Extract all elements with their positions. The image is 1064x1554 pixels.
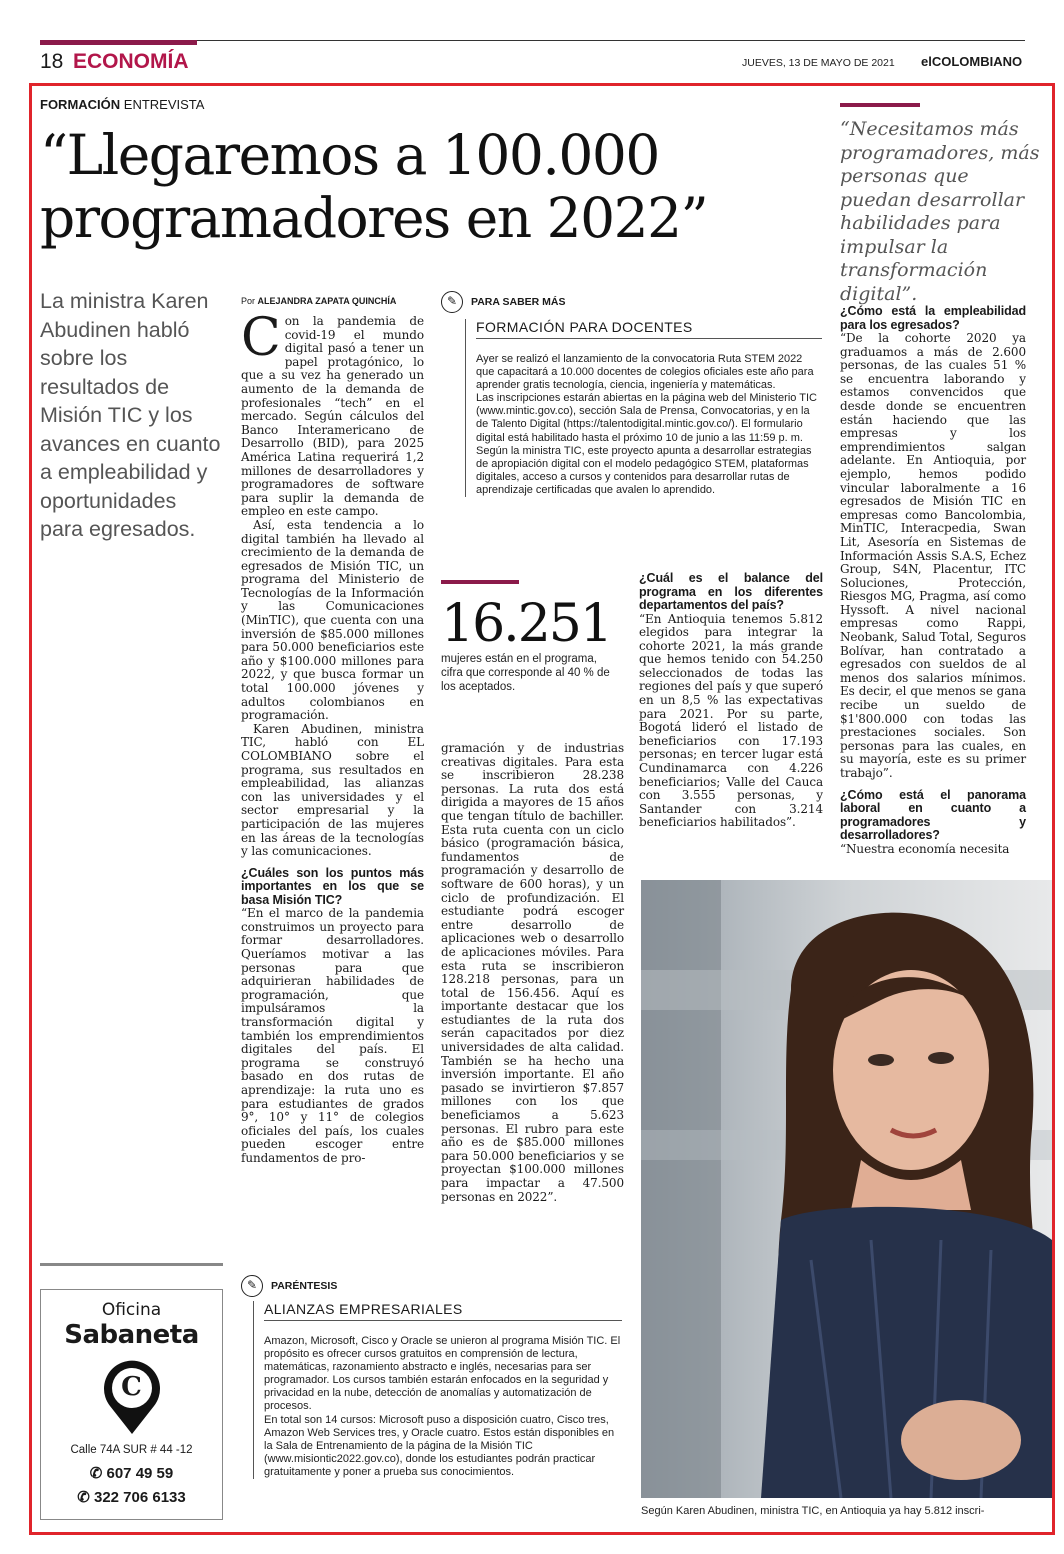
logo-name: COLOMBIANO — [931, 54, 1023, 69]
deck: La ministra Karen Abudinen habló sobre los resultados de Misión TIC y los avances en cuanto a empleabilidad y oportunidades para egresados. — [40, 289, 221, 541]
box-alianzas-text-2: En total son 14 cursos: Microsoft puso a disposición cuatro, Cisco tres, Amazon Web Services tres, y Oracle cuatro. Estos están disponibles en la Sala de Entrenamiento de la página de la Misión TIC (www.misiontic2022.gov.co), donde los estudiantes podrán practicar gratuitamente y poner a prueba sus conocimientos. — [264, 1413, 615, 1478]
answer-4: “Nuestra economía necesita — [840, 841, 1010, 856]
ad-phone-row — [41, 1464, 222, 1482]
portrait-illustration — [641, 880, 1052, 1498]
whatsapp-icon: ✆ — [77, 1489, 90, 1506]
drop-cap: C — [241, 308, 281, 368]
stat-rule — [441, 580, 519, 584]
stat-text: mujeres están en el programa, cifra que corresponde al 40 % de los aceptados. — [441, 653, 610, 693]
ministra-photo — [641, 880, 1052, 1498]
advertisement — [40, 1289, 223, 1520]
phone-icon: ✆ — [89, 1465, 103, 1482]
pin-icon: ✎ — [441, 291, 463, 313]
box-alianzas — [241, 1275, 626, 1479]
headline-line-2: programadores en 2022” — [40, 186, 708, 250]
kicker-rest: ENTREVISTA — [123, 97, 205, 112]
byline-name: ALEJANDRA ZAPATA QUINCHÍA — [257, 296, 397, 306]
section-bar — [40, 40, 197, 45]
ad-whatsapp-row — [41, 1488, 222, 1506]
ad-location-pin-icon — [100, 1358, 164, 1436]
box-alianzas-text-1: Amazon, Microsoft, Cisco y Oracle se unieron al programa Misión TIC. El propósito es ofrecer cursos gratuitos en comprensión de lectura, matemáticas, razonamiento abstracto e inglés, necesarias para ser programador. Los cursos también estarán enfocados en la seguridad y privacidad en la nube, detección de anomalías y automatización de procesos. — [264, 1335, 621, 1413]
date: JUEVES, 13 DE MAYO DE 2021 — [742, 57, 895, 69]
box-docentes-text-2: Las inscripciones estarán abiertas en la página web del Ministerio TIC (www.mintic.gov.co), sección Sala de Prensa, Convocatorias, y en la de Talento Digital (https://talentodigital.mintic.gov.co/). El formulario digital está habilitado hasta el próximo 10 de junio a las 11:59 p. m. Según la ministra TIC, este proyecto apunta a desarrollar estrategias de apropiación digital con el modelo pedagógico STEM, plataformas digitales, acceso a cursos y contenidos para desarrollar rutas de aprendizaje certificadas que avalen lo aprendido. — [476, 392, 817, 496]
headline — [40, 124, 800, 250]
ad-phone: 607 49 59 — [106, 1465, 174, 1482]
box-docentes-title: FORMACIÓN PARA DOCENTES — [476, 319, 822, 339]
ad-whatsapp: 322 706 6133 — [93, 1489, 186, 1506]
answer-3: “De la cohorte 2020 ya graduamos a más de 2.600 personas, de las cuales 51 % se encuentra laborando y estamos convencidos que desde donde se encuentren están haciendo que las empresas y los emprendimientos salgan adelante. En Antioquia, por ejemplo, hemos podido vincular laboralmente a 16 egresados de Misión TIC en empresas como Bancolombia, MinTIC, Interacpedia, Swan Lit, Asesoría en Sistemas de Información Assis S.A.S, Echez Group, S4N, Placentur, ITC Soluciones, Protección, Riesgos MG, Pragma, así como Hyssoft. A nivel nacional empresas como Rappi, Neobank, Salud Total, Seguros Bolívar, han contratado a egresados con sueldos de al menos dos salarios mínimos. Es decir, el que menos se gana recibe un sueldo de $1'800.000 con todas las prestaciones sociales. Son personas para las cuales, en su mayoría, este es su primer trabajo”. — [840, 331, 1026, 780]
photo-caption: Según Karen Abudinen, ministra TIC, en Antioquia ya hay 5.812 inscri- — [641, 1505, 985, 1517]
article-column-4 — [840, 305, 1026, 856]
question-2: ¿Cuál es el balance del programa en los diferentes departamentos del país? — [639, 571, 823, 612]
box-docentes-text-1: Ayer se realizó el lanzamiento de la convocatoria Ruta STEM 2022 que capacitará a 10.000 docentes de colegios oficiales este año para aprender gratis tecnología, ciencia, ingeniería y matemáticas. — [476, 353, 814, 392]
newspaper-logo — [921, 54, 1022, 69]
kicker — [40, 97, 204, 112]
pin-icon: ✎ — [241, 1275, 263, 1297]
stat-number: 16.251 — [441, 594, 611, 654]
headline-line-1: “Llegaremos a 100.000 — [40, 123, 659, 187]
byline-prefix: Por — [241, 296, 256, 306]
paragraph-3: Karen Abudinen, ministra TIC, habló con EL COLOMBIANO sobre el programa, sus resultados en empleabilidad, las alianzas con las universidades y el sector empresarial y la participación de las mujeres en las áreas de la tecnologías y las comunicaciones. — [241, 721, 424, 859]
article-column-3 — [639, 572, 823, 830]
box-alianzas-label: PARÉNTESIS — [271, 1280, 338, 1292]
section-name: ECONOMÍA — [73, 50, 189, 73]
ad-rule — [40, 1263, 223, 1266]
byline — [241, 296, 396, 306]
question-4: ¿Cómo está el panorama laboral en cuanto a programadores y desarrolladores? — [840, 787, 1026, 843]
ad-logo-letter: C — [121, 1372, 142, 1402]
article-column-1 — [241, 308, 424, 1166]
ad-address: Calle 74A SUR # 44 -12 — [70, 1444, 193, 1456]
box-docentes-label: PARA SABER MÁS — [471, 296, 566, 308]
box-docentes — [441, 291, 821, 497]
answer-1: “En el marco de la pandemia construimos un proyecto para formar desarrolladores. Queríamos motivar a las personas para que adquirieran habilidades de programación, que impulsáramos la transformación digital y también los emprendimientos digitales del país. El programa se construyó basado en dos rutas de aprendizaje: la ruta uno es para estudiantes de grados 9°, 10° y 11° de colegios oficiales del país, los cuales pueden escoger entre fundamentos de pro- — [241, 906, 424, 1165]
answer-1-continued: gramación y de industrias creativas digitales. Para esta se inscribieron 28.238 personas. La ruta dos está dirigida a mayores de 15 años que tengan título de bachiller. Esta ruta cuenta con un ciclo básico (programación básica, fundamentos de programación y desarrollo de software de 600 horas), y un ciclo de profundización. El estudiante podrá escoger entre desarrollo de aplicaciones web o desarrollo de aplicaciones móviles. Para esta ruta se inscribieron 128.218 personas, para un total de 156.456. Aquí es importante destacar que los estudiantes de la ruta dos serán capacitados por diez universidades de alta calidad. También se ha hecho una inversión importante. El año pasado se invirtieron $7.857 millones con los que beneficiamos a 5.623 personas. El rubro para este año es de $85.000 millones para 50.000 beneficiarios y se proyectan $100.000 millones para impactar a 47.500 personas en 2022”. — [441, 741, 624, 1204]
answer-2: “En Antioquia tenemos 5.812 elegidos para integrar la cohorte 2021, la más grande que hemos tenido con 54.250 seleccionados de todas las regiones del país y que superó en un 8,5 % las expectativas para 2021. Por su parte, Bogotá lideró el listado de beneficiarios con 17.193 personas; en tercer lugar está Cundinamarca con 4.226 beneficiarios; Valle del Cauca con 3.555 personas, y Santander con 3.214 beneficiarios habilitados”. — [639, 611, 823, 830]
paragraph-1: on la pandemia de covid-19 el mundo digital pasó a tener un papel protagónico, lo que a su vez ha generado un aumento de la demanda de profesionales “tech” en el mercado. Según cálculos del Banco Interamericano de Desarrollo (BID), para 2025 América Latina requerirá 1,2 millones de desarrolladores y programadores de software para suplir la demanda de empleo en este campo. — [241, 314, 424, 519]
logo-prefix: el — [921, 54, 932, 69]
quote-rule — [840, 103, 920, 107]
ad-line-1: Oficina — [101, 1300, 162, 1320]
question-1: ¿Cuáles son los puntos más importantes en los que se basa Misión TIC? — [241, 865, 424, 907]
paragraph-2: Así, esta tendencia a lo digital también ha llevado al crecimiento de la demanda de egresados de Misión TIC, un programa del Ministerio de Tecnologías de la Información y las Comunicaciones (MinTIC), que cuenta con una inversión de $85.000 millones para 50.000 beneficiarios este año y $100.000 millones para 2022, y que busca formar un total 100.000 jóvenes y adultos colombianos en programación. — [241, 517, 424, 723]
pull-quote: “Necesitamos más programadores, más personas que puedan desarrollar habilidades para impulsar la transformación digital”. — [840, 118, 1040, 305]
box-alianzas-title: ALIANZAS EMPRESARIALES — [264, 1301, 622, 1321]
article-column-2 — [441, 742, 624, 1204]
page-number: 18 — [40, 50, 64, 73]
ad-line-2: Sabaneta — [64, 1320, 199, 1350]
kicker-bold: FORMACIÓN — [40, 97, 121, 112]
question-3: ¿Cómo está la empleabilidad para los egresados? — [840, 304, 1026, 332]
